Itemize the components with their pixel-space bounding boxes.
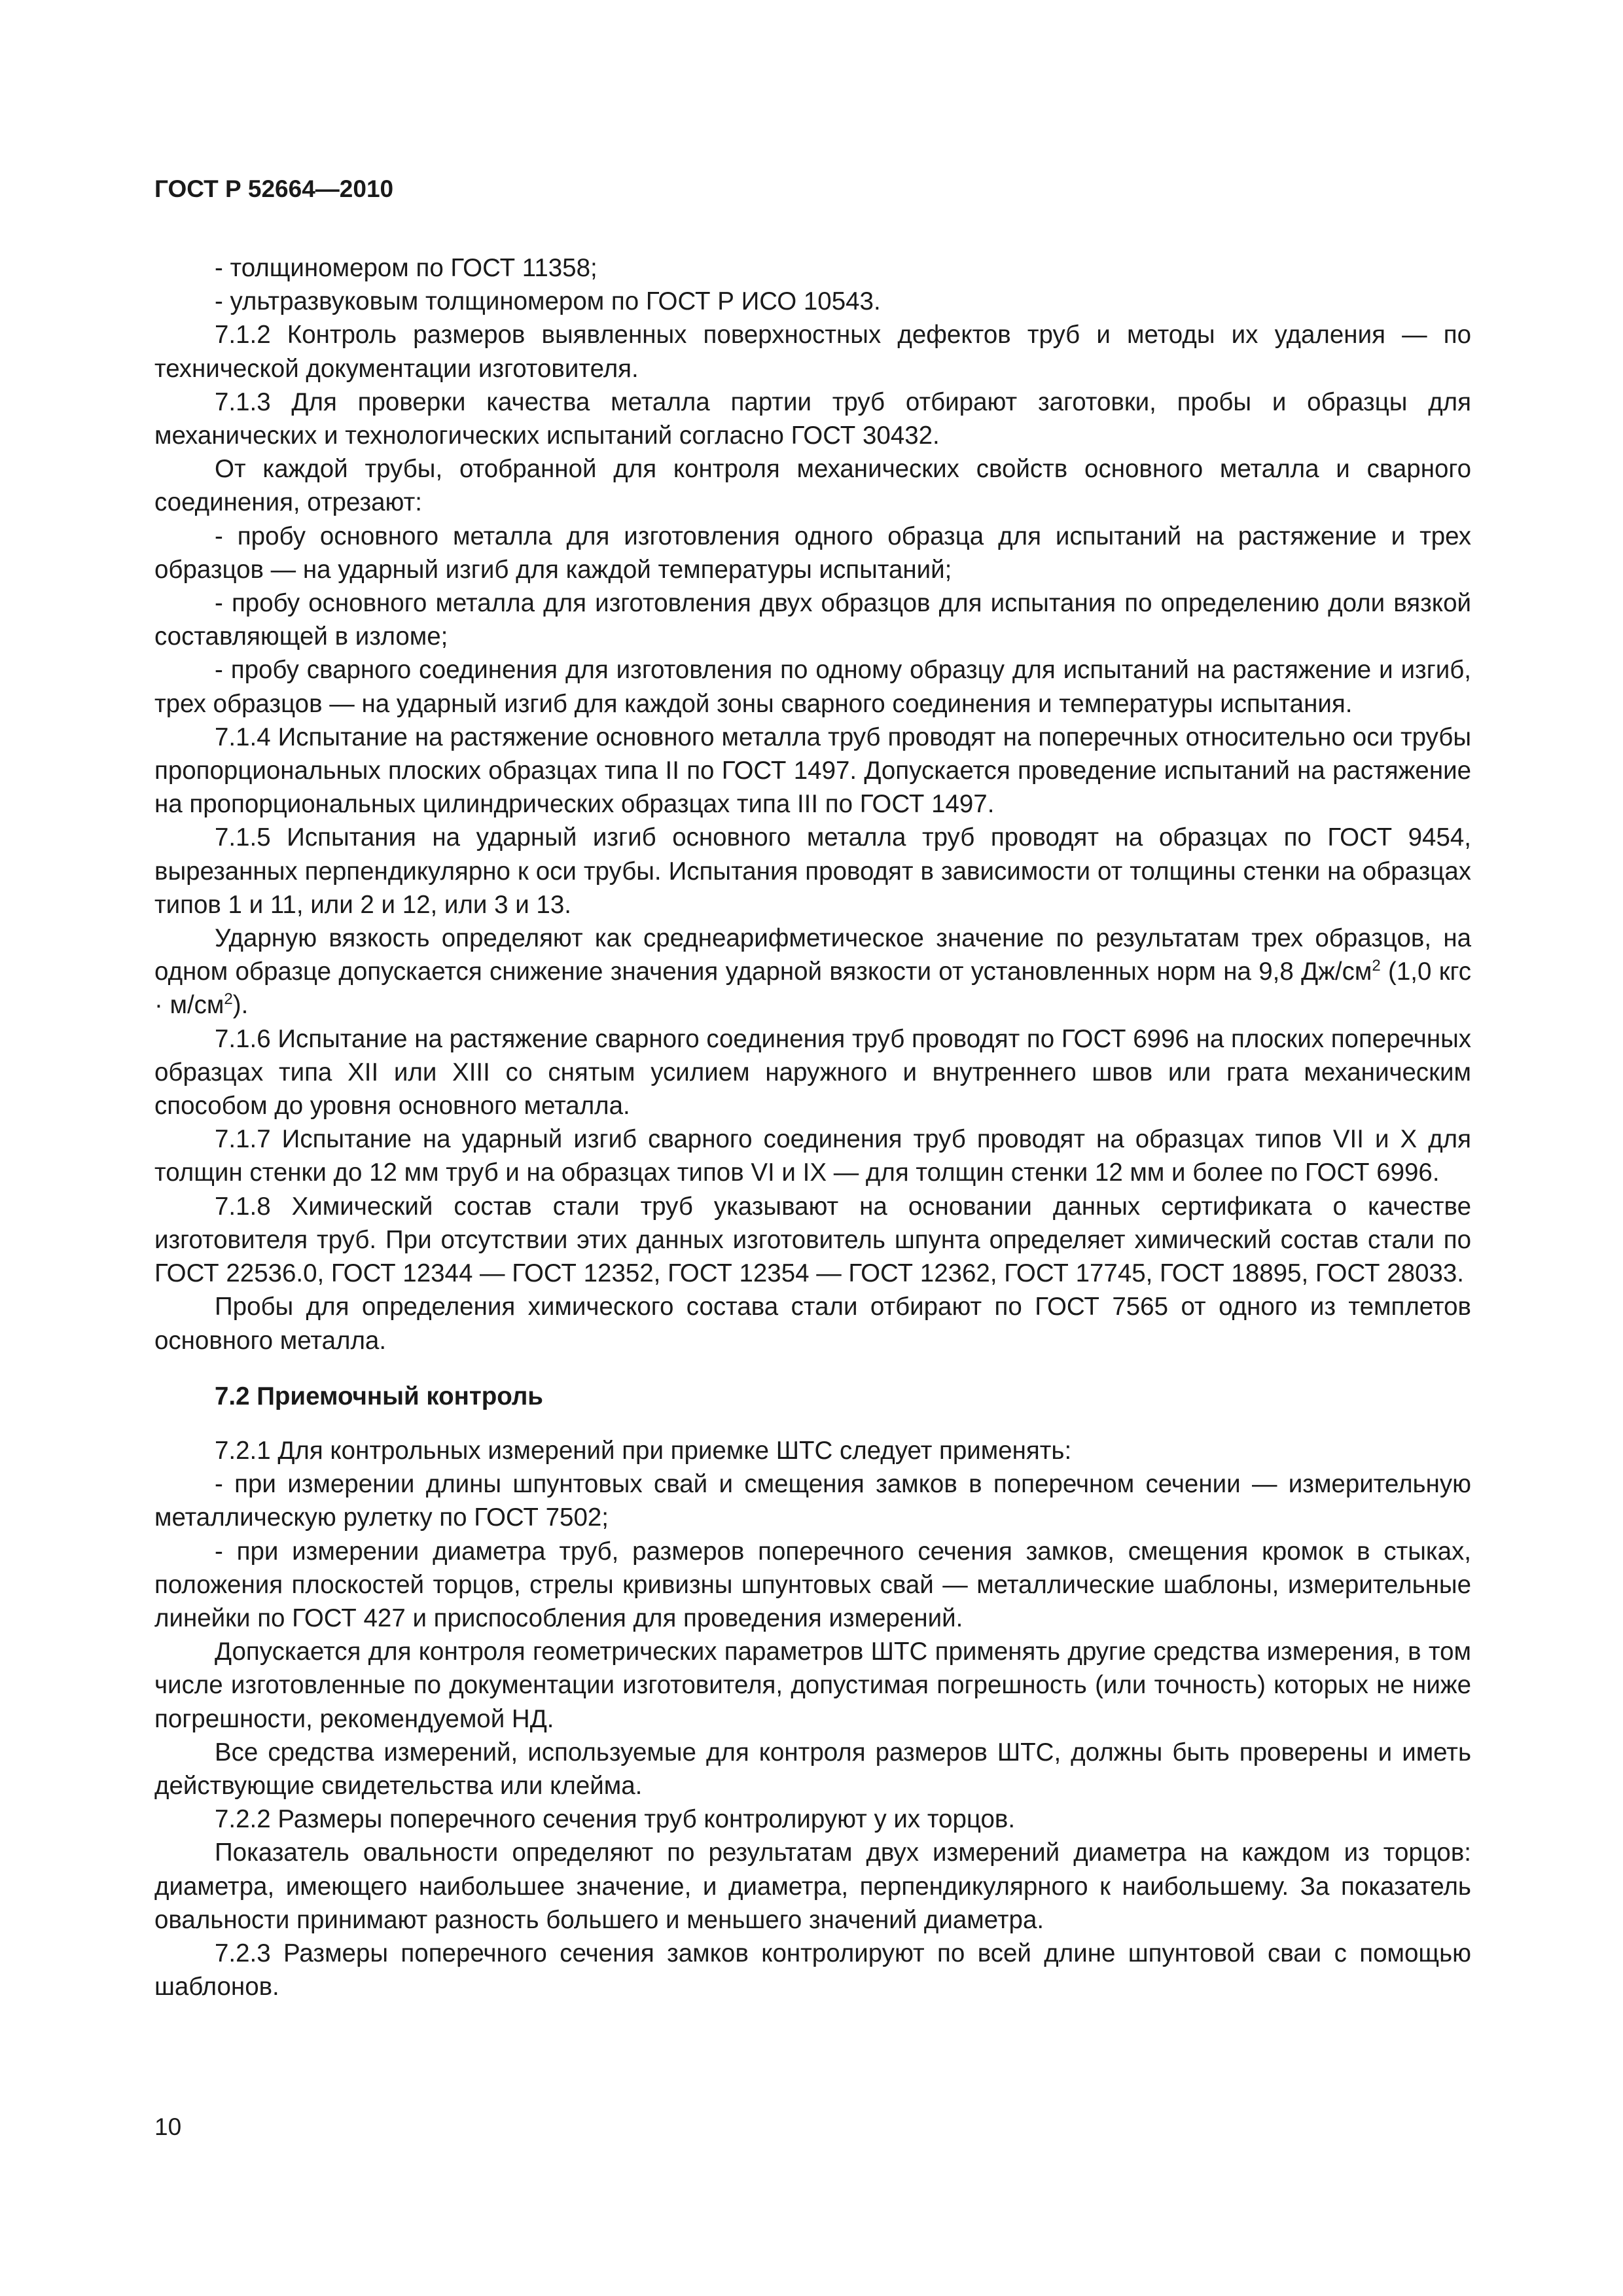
impact-text: Ударную вязкость определяют как среднеарифметическое значение по результатам трех образцов, на одном образце допускается снижение значения ударной вязкости от установленных норм на 9,8 Дж/см <box>154 924 1471 986</box>
superscript: 2 <box>224 990 233 1009</box>
page-number: 10 <box>154 2113 182 2140</box>
impact-text-end: ). <box>232 991 249 1020</box>
paragraph: 7.1.2 Контроль размеров выявленных поверхностных дефектов труб и методы их удаления — по технической документации изготовителя. <box>154 321 1471 383</box>
superscript: 2 <box>1372 957 1381 975</box>
paragraph: Показатель овальности определяют по результатам двух измерений диаметра на каждом из торцов: диаметра, имеющего наибольшее значение, и диаметра, перпендикулярного к наибольшему. За показатель овальности принимают разность большего и меньшего значений диаметра. <box>154 1839 1471 1934</box>
paragraph: От каждой трубы, отобранной для контроля механических свойств основного металла и сварного соединения, отрезают: <box>154 455 1471 517</box>
paragraph: 7.1.7 Испытание на ударный изгиб сварного соединения труб проводят на образцах типов VII и X для толщин стенки до 12 мм труб и на образцах типов VI и IX — для толщин стенки 12 мм и более по ГОСТ 6996. <box>154 1125 1471 1187</box>
paragraph: 7.2.2 Размеры поперечного сечения труб контролируют у их торцов. <box>215 1805 1016 1834</box>
paragraph: 7.1.8 Химический состав стали труб указывают на основании данных сертификата о качестве изготовителя труб. При отсутствии этих данных изготовитель шпунта определяет химический состав стали по ГОСТ 22536.0, ГОСТ 12344 — ГОСТ 12352, ГОСТ 12354 — ГОСТ 12362, ГОСТ 17745, ГОСТ 18895, ГОСТ 28033. <box>154 1192 1471 1288</box>
body-text <box>154 251 1471 2003</box>
document-header: ГОСТ Р 52664—2010 <box>154 175 394 202</box>
paragraph: 7.2.3 Размеры поперечного сечения замков контролируют по всей длине шпунтовой сваи с помощью шаблонов. <box>154 1939 1471 2001</box>
paragraph: - при измерении диаметра труб, размеров поперечного сечения замков, смещения кромок в стыках, положения плоскостей торцов, стрелы кривизны шпунтовых свай — металлические шаблоны, измерительные линейки по ГОСТ 427 и приспособления для проведения измерений. <box>154 1537 1471 1632</box>
paragraph: 7.1.4 Испытание на растяжение основного металла труб проводят на поперечных относительно оси трубы пропорциональных плоских образцах типа II по ГОСТ 1497. Допускается проведение испытаний на растяжение на пропорциональных цилиндрических образцах типа III по ГОСТ 1497. <box>154 723 1471 819</box>
paragraph: 7.1.3 Для проверки качества металла партии труб отбирают заготовки, пробы и образцы для механических и технологических испытаний согласно ГОСТ 30432. <box>154 387 1471 450</box>
paragraph: 7.1.5 Испытания на ударный изгиб основного металла труб проводят на образцах по ГОСТ 9454, вырезанных перпендикулярно к оси трубы. Испытания проводят в зависимости от толщины стенки на образцах типов 1 и 11, или 2 и 12, или 3 и 13. <box>154 823 1471 919</box>
paragraph: - пробу основного металла для изготовления двух образцов для испытания по определению доли вязкой составляющей в изломе; <box>154 589 1471 651</box>
paragraph: 7.2.1 Для контрольных измерений при приемке ШТС следует применять: <box>215 1436 1072 1465</box>
paragraph: Пробы для определения химического состава стали отбирают по ГОСТ 7565 от одного из темплетов основного металла. <box>154 1293 1471 1355</box>
section-title: 7.2 Приемочный контроль <box>215 1382 543 1410</box>
document-page <box>154 171 1471 2003</box>
paragraph: - ультразвуковым толщиномером по ГОСТ Р ИСО 10543. <box>215 287 881 316</box>
paragraph: - при измерении длины шпунтовых свай и смещения замков в поперечном сечении — измерительную металлическую рулетку по ГОСТ 7502; <box>154 1470 1471 1532</box>
paragraph: 7.1.6 Испытание на растяжение сварного соединения труб проводят по ГОСТ 6996 на плоских поперечных образцах типа XII или XIII со снятым усилием наружного и внутреннего швов или грата механическим способом до уровня основного металла. <box>154 1024 1471 1121</box>
paragraph: - пробу сварного соединения для изготовления по одному образцу для испытаний на растяжение и изгиб, трех образцов — на ударный изгиб для каждой зоны сварного соединения и температуры испытания. <box>154 656 1471 718</box>
impact-strength-paragraph <box>154 922 1471 1022</box>
paragraph: Все средства измерений, используемые для контроля размеров ШТС, должны быть проверены и иметь действующие свидетельства или клейма. <box>154 1738 1471 1800</box>
paragraph: Допускается для контроля геометрических параметров ШТС применять другие средства измерения, в том числе изготовленные по документации изготовителя, допустимая погрешность (или точность) которых не ниже погрешности, рекомендуемой НД. <box>154 1638 1471 1733</box>
paragraph: - пробу основного металла для изготовления одного образца для испытаний на растяжение и трех образцов — на ударный изгиб для каждой температуры испытаний; <box>154 522 1471 584</box>
paragraph: - толщиномером по ГОСТ 11358; <box>215 254 597 282</box>
impact-text-middle: (1,0 кгс · м/см <box>154 958 1472 1020</box>
